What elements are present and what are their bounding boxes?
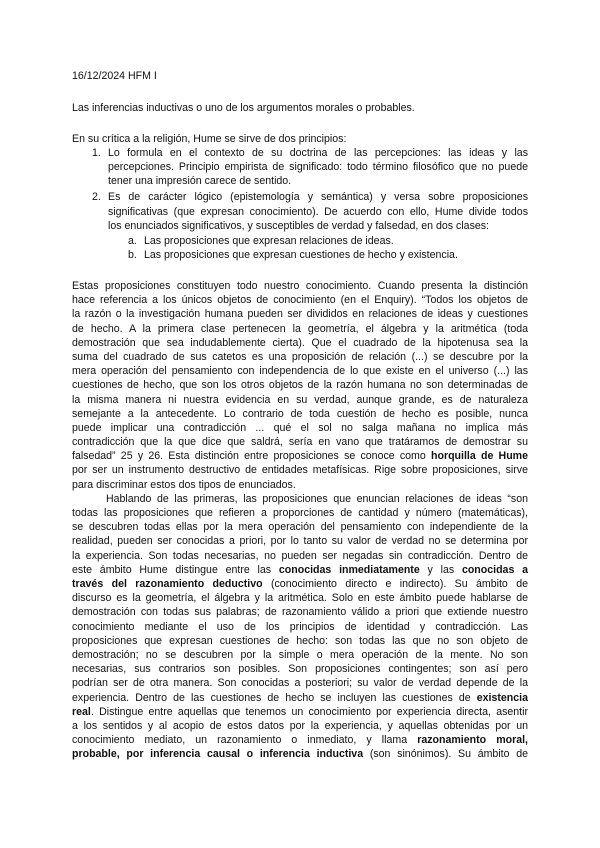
paragraph-2-line: conocimiento mediante el uso de los principios de identidad y contradicción. Las — [72, 621, 528, 633]
paragraph-1-line: de hecho. A la primera clase pertenecen la geometría, el álgebra y la aritmética (toda — [72, 323, 528, 335]
paragraph-2-text: y las — [419, 564, 462, 576]
paragraph-2-line — [72, 691, 528, 705]
bold-term-razonamiento-moral: razonamiento moral, — [417, 734, 528, 746]
paragraph-2-line: realidad, pueden ser conocidas a priori, por lo tanto su valor de verdad no se determina por — [72, 535, 528, 547]
paragraph-2-text: este ámbito Hume distingue entre las — [72, 564, 279, 576]
paragraph-1-text: falsedad” 25 y 26. Esta distinción entre proposiciones se conoce como — [72, 450, 432, 462]
paragraph-2-text: (son sinónimos). Su ámbito de — [363, 748, 529, 760]
paragraph-1-line: cuestiones de hecho, que son los otros objetos de la razón humana no son determinadas de — [72, 379, 528, 391]
document-title: Las inferencias inductivas o uno de los argumentos morales o probables. — [72, 102, 415, 114]
paragraph-2-line: proposiciones que expresan cuestiones de hecho: son todas las que no son objeto de — [72, 635, 528, 647]
paragraph-2-line: demostración; no se descubren por la simple o mera operación de la mente. No son — [72, 649, 528, 661]
paragraph-1-line — [72, 449, 528, 463]
paragraph-2-line — [72, 747, 528, 761]
paragraph-2-text: . Distingue entre aquellas que tenemos un conocimiento por experiencia directa, asentir — [90, 706, 528, 718]
bold-term-existencia: existencia — [476, 692, 528, 704]
list-item-1-line: Lo formula en el contexto de su doctrina de las percepciones: las ideas y las — [108, 147, 528, 159]
paragraph-1-line: contradicción que la que dice que saldrá, sería en vano que tratáramos de demostrar su — [72, 436, 528, 448]
sublist-item-a: Las proposiciones que expresan relaciones de ideas. — [144, 235, 394, 247]
paragraph-1-line: demostración que sea indudablemente cierta). Que el cuadrado de la hipotenusa sea la — [72, 337, 528, 349]
date-header: 16/12/2024 HFM I — [72, 70, 157, 82]
list-item-2-line: significativas (que expresan conocimiento). De acuerdo con ello, Hume divide todos — [108, 206, 528, 218]
bold-term-horquilla: horquilla de Hume — [431, 450, 528, 462]
list-item-2-line: los enunciados significativos, y susceptibles de verdad y falsedad, en dos clases: — [108, 220, 490, 232]
sublist-item-b: Las proposiciones que expresan cuestiones de hecho y existencia. — [144, 249, 458, 261]
paragraph-1-line: suma del cuadrado de sus catetos es una proposición de relación (...) se descubre por la — [72, 351, 528, 363]
paragraph-2-line — [72, 563, 528, 577]
paragraph-1-line: hace referencia a los únicos objetos de conocimiento (en el Enquiry). “Todos los objetos de — [72, 294, 528, 306]
bold-term-deductivo: través del razonamiento deductivo — [72, 578, 263, 590]
list-marker-1: 1. — [92, 147, 101, 159]
paragraph-1-line: mera operación del pensamiento con independencia de lo que existe en el universo (...) las — [72, 365, 528, 377]
paragraph-2-text: experiencia. Dentro de las cuestiones de hecho se incluyen las cuestiones de — [72, 692, 477, 704]
paragraph-2-line — [72, 577, 528, 591]
bold-term-inmediatas: conocidas inmediatamente — [278, 564, 420, 576]
paragraph-2-text: (conocimiento directo e indirecto). Su ámbito de — [262, 578, 528, 590]
paragraph-2-line: se descubren todas ellas por la mera operación del pensamiento con independiente de la — [72, 521, 528, 533]
paragraph-1-line: para discriminar estos dos tipos de enunciados. — [72, 479, 296, 491]
list-item-1-line: tener una impresión carece de sentido. — [108, 175, 292, 187]
list-item-2-line: Es de carácter lógico (epistemología y semántica) y versa sobre proposiciones — [108, 191, 528, 203]
paragraph-1-line: puede implicar una contradicción ... qué el sol no salga mañana no implica más — [72, 422, 528, 434]
paragraph-1-line: por ser un instrumento destructivo de entidades metafísicas. Rige sobre proposiciones, sirve — [72, 464, 528, 476]
list-item-1-line: percepciones. Principio empirista de significado: todo término filosófico que no puede — [108, 161, 528, 173]
paragraph-2-line — [72, 705, 528, 719]
paragraph-2-line: todas las proposiciones que refieren a proporciones de cantidad y número (matemáticas), — [72, 507, 528, 519]
paragraph-2-text: conocimiento mediato, un razonamiento o inmediato, y llama — [72, 734, 418, 746]
paragraph-2-line: necesarias, sus contrarios son posibles. Son proposiciones contingentes; son así pero — [72, 663, 528, 675]
paragraph-1-line: Estas proposiciones constituyen todo nuestro conocimiento. Cuando presenta la distinción — [72, 280, 528, 292]
paragraph-2-line: a los sentidos y al acopio de estos datos por la experiencia, y aquellas obtenidas por un — [72, 720, 528, 732]
sublist-marker-a: a. — [128, 235, 137, 247]
paragraph-1-line: la misma manera ni nuestra evidencia en su verdad, aunque grande, es de naturaleza — [72, 394, 528, 406]
sublist-marker-b: b. — [128, 249, 137, 261]
paragraph-2-line: Hablando de las primeras, las proposiciones que enuncian relaciones de ideas “son — [106, 493, 528, 505]
paragraph-1-line: semejante a la antecedente. Lo contrario de toda cuestión de hecho es posible, nunca — [72, 408, 528, 420]
paragraph-2-line — [72, 733, 528, 747]
paragraph-2-line: la experiencia. Son todas necesarias, no pueden ser negadas sin contradicción. Dentro de — [72, 550, 528, 562]
bold-term-real: real — [72, 706, 91, 718]
bold-term-conocidas: conocidas a — [461, 564, 529, 576]
bold-term-inferencia: probable, por inferencia causal o inferencia inductiva — [72, 748, 364, 760]
paragraph-2-line: discurso es la geometría, el álgebra y la aritmética. Solo en este ámbito puede hablarse de — [72, 592, 528, 604]
paragraph-2-line: podrían ser de otra manera. Son conocidas a posteriori; su valor de verdad depende de la — [72, 677, 528, 689]
list-marker-2: 2. — [92, 191, 101, 203]
intro-line: En su crítica a la religión, Hume se sirve de dos principios: — [72, 133, 347, 145]
paragraph-1-line: la razón o la investigación humana pueden ser divididos en relaciones de ideas y cuestiones — [72, 308, 528, 320]
paragraph-2-line: demostración con todas sus palabras; de razonamiento válido a priori que extiende nuestro — [72, 606, 528, 618]
